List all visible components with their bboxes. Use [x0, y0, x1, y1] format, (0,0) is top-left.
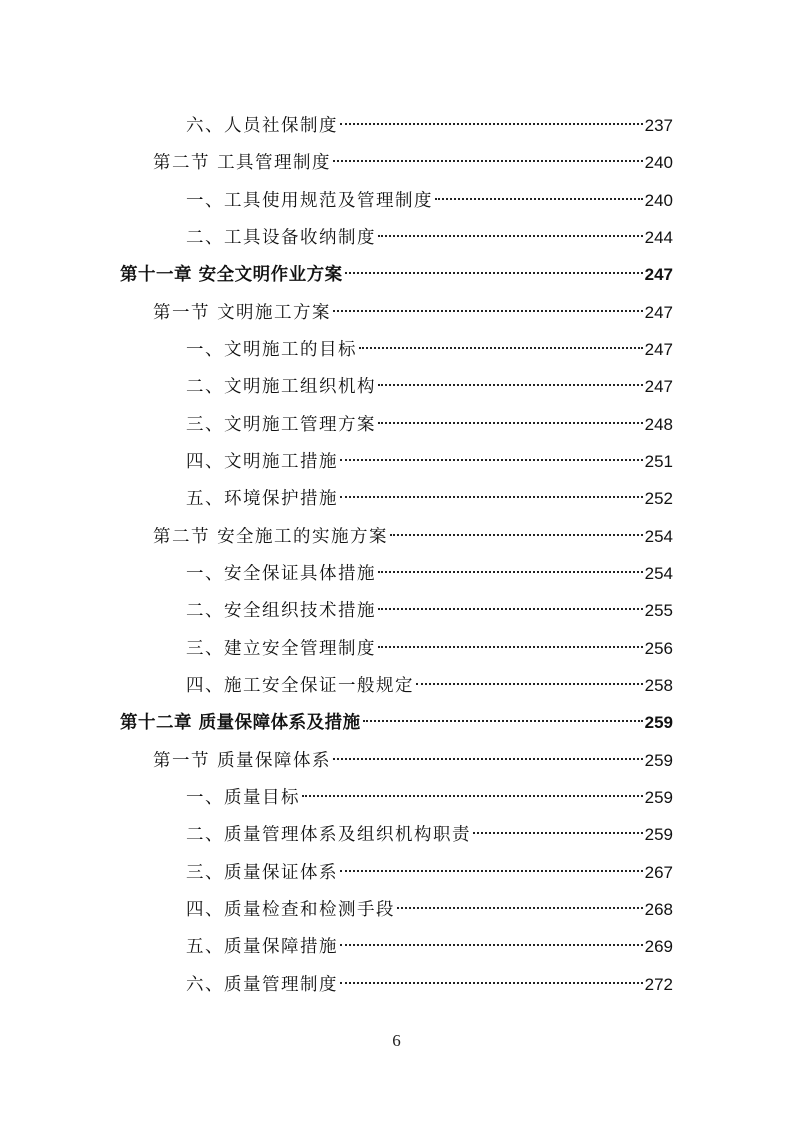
toc-entry-page: 237 [644, 116, 673, 135]
toc-entry[interactable] [186, 219, 673, 250]
dot-leader [378, 555, 643, 579]
dot-leader [340, 443, 643, 467]
toc-entry[interactable] [186, 406, 673, 437]
toc-entry-page: 259 [644, 751, 673, 770]
dot-leader [333, 294, 643, 318]
toc-entry-title: 四、质量检查和检测手段 [186, 900, 395, 920]
toc-entry-page: 252 [644, 489, 673, 508]
toc-entry-title: 第二节 工具管理制度 [153, 153, 332, 173]
toc-entry-page: 251 [644, 452, 673, 471]
toc-entry-title: 二、文明施工组织机构 [186, 377, 376, 397]
dot-leader [340, 854, 643, 878]
toc-entry[interactable] [186, 443, 673, 474]
toc-entry-page: 248 [644, 415, 673, 434]
toc-entry-title: 第一节 文明施工方案 [153, 303, 332, 323]
toc-entry-title: 三、质量保证体系 [186, 863, 338, 883]
toc-entry[interactable] [186, 779, 673, 810]
toc-entry-page: 240 [644, 191, 673, 210]
dot-leader [378, 592, 643, 616]
toc-entry-title: 第十一章 安全文明作业方案 [120, 265, 343, 285]
toc-entry[interactable] [153, 144, 673, 175]
toc-entry-title: 三、建立安全管理制度 [186, 639, 376, 659]
toc-entry-title: 一、工具使用规范及管理制度 [186, 191, 433, 211]
toc-entry-page: 267 [644, 863, 673, 882]
toc-entry-title: 五、质量保障措施 [186, 937, 338, 957]
toc-entry-page: 256 [644, 639, 673, 658]
toc-entry[interactable] [186, 107, 673, 138]
page-number: 6 [392, 1031, 401, 1050]
toc-entry-page: 244 [644, 228, 673, 247]
dot-leader [416, 667, 643, 691]
toc-entry-title: 一、安全保证具体措施 [186, 564, 376, 584]
toc-entry[interactable] [153, 742, 673, 773]
toc-entry-title: 四、施工安全保证一般规定 [186, 676, 414, 696]
toc-entry-page: 259 [644, 713, 673, 732]
toc-entry-page: 255 [644, 601, 673, 620]
toc-entry-page: 259 [644, 788, 673, 807]
toc-entry-page: 269 [644, 937, 673, 956]
toc-entry[interactable] [186, 592, 673, 623]
toc-entry-title: 二、质量管理体系及组织机构职责 [186, 825, 471, 845]
toc-entry[interactable] [186, 854, 673, 885]
toc-entry-page: 254 [644, 527, 673, 546]
toc-entry-page: 259 [644, 825, 673, 844]
toc-entry-title: 五、环境保护措施 [186, 489, 338, 509]
dot-leader [378, 630, 643, 654]
dot-leader [435, 182, 643, 206]
toc-chapter-entry[interactable] [120, 256, 673, 287]
toc-entry[interactable] [186, 630, 673, 661]
toc-chapter-entry[interactable] [120, 704, 673, 735]
toc-entry-page: 247 [644, 377, 673, 396]
dot-leader [378, 406, 643, 430]
toc-entry-title: 一、质量目标 [186, 788, 300, 808]
toc-entry-page: 268 [644, 900, 673, 919]
toc-entry[interactable] [186, 816, 673, 847]
dot-leader [340, 928, 643, 952]
dot-leader [363, 704, 643, 728]
dot-leader [340, 480, 643, 504]
toc-entry-title: 六、质量管理制度 [186, 975, 338, 995]
toc-entry-page: 258 [644, 676, 673, 695]
toc-entry[interactable] [186, 480, 673, 511]
toc-entry-page: 247 [644, 303, 673, 322]
toc-entry-title: 三、文明施工管理方案 [186, 415, 376, 435]
dot-leader [333, 742, 643, 766]
toc-entry[interactable] [186, 928, 673, 959]
toc-entry[interactable] [186, 182, 673, 213]
toc-entry-title: 六、人员社保制度 [186, 116, 338, 136]
toc-entry[interactable] [186, 555, 673, 586]
dot-leader [378, 368, 643, 392]
toc-entry[interactable] [153, 294, 673, 325]
toc-entry-title: 二、工具设备收纳制度 [186, 228, 376, 248]
dot-leader [473, 816, 643, 840]
toc-entry-title: 四、文明施工措施 [186, 452, 338, 472]
dot-leader [359, 331, 643, 355]
dot-leader [333, 144, 643, 168]
dot-leader [302, 779, 643, 803]
toc-entry[interactable] [186, 891, 673, 922]
toc-entry-title: 第二节 安全施工的实施方案 [153, 527, 389, 547]
toc-entry-title: 二、安全组织技术措施 [186, 601, 376, 621]
toc-entry[interactable] [186, 331, 673, 362]
dot-leader [378, 219, 643, 243]
toc-entry-title: 第一节 质量保障体系 [153, 751, 332, 771]
toc-entry[interactable] [186, 667, 673, 698]
toc-entry-page: 247 [644, 340, 673, 359]
toc-entry-title: 一、文明施工的目标 [186, 340, 357, 360]
toc-entry[interactable] [186, 966, 673, 997]
dot-leader [340, 966, 643, 990]
dot-leader [345, 256, 643, 280]
dot-leader [340, 107, 643, 131]
toc-entry-title: 第十二章 质量保障体系及措施 [120, 713, 361, 733]
toc-entry-page: 254 [644, 564, 673, 583]
dot-leader [390, 518, 643, 542]
toc-entry-page: 247 [644, 265, 673, 284]
toc-entry[interactable] [186, 368, 673, 399]
toc-entry[interactable] [153, 518, 673, 549]
toc-entry-page: 240 [644, 153, 673, 172]
toc-entry-page: 272 [644, 975, 673, 994]
dot-leader [397, 891, 643, 915]
